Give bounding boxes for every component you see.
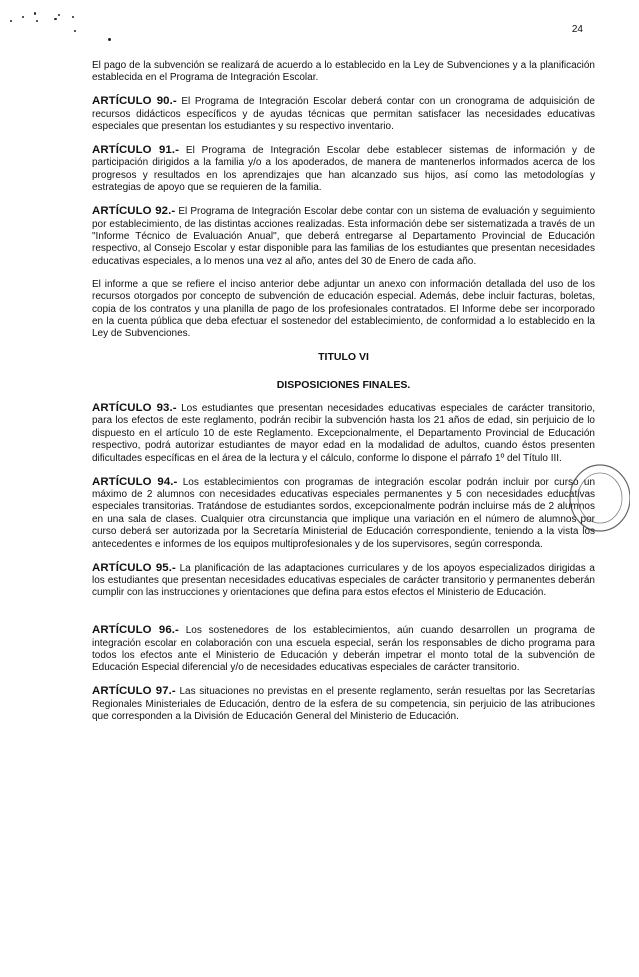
article-text: El Programa de Integración Escolar debe contar con un sistema de evaluación y seguimiento por establecimiento, de las distintas acciones realizadas. Esta información debe ser sistematizada a través de un "Informe Técnico de Evaluación Anual", que deberá entregarse al Departamento Provincial de Educación respectivo, al Consejo Escolar y estar disponible para las familias de los estudiantes que presentan necesidades educativas especiales, a lo menos una vez al año, antes del 30 de Enero de cada año. [92,206,596,267]
article-heading: ARTÍCULO 92.- [92,205,176,218]
paragraph-informe [92,279,595,341]
article-heading: ARTÍCULO 96.- [92,624,179,637]
document-body [92,60,595,734]
article-heading: ARTÍCULO 93.- [92,402,177,415]
article-93 [92,402,595,465]
article-heading: ARTÍCULO 94.- [92,475,178,488]
article-96 [92,624,595,675]
article-text: Los establecimientos con programas de integración escolar podrán incluir por curso un máximo de 2 alumnos con necesidades educativas especiales permanentes y 5 con necesidades educativas especiales transitorias. Tratándose de estudiantes sordos, excepcionalmente podrán incluirse más de 2 alumnos en una sala de clases. Cualquier otra circunstancia que implique una variación en el número de alumnos por curso deberá ser autorizada por la Secretaría Ministerial de Educación correspondiente, teniendo a la vista los antecedentes e informes de los equipos multiprofesionales y de los supervisores, según corresponda. [92,476,596,550]
article-92 [92,205,595,268]
article-91 [92,144,595,195]
paragraph-subvencion [92,60,595,85]
paragraph-text: El informe a que se refiere el inciso anterior debe adjuntar un anexo con información detallada del uso de los recursos otorgados por concepto de subvención de educación especial. Además, debe incluir facturas, boletas, copia de los contratos y una planilla de pago de los profesionales contratados. El Informe debe ser incorporado en la cuenta pública que deba efectuar el sostenedor del establecimiento, de conformidad a lo establecido en la Ley de Subvenciones. [92,278,595,340]
article-text: Las situaciones no previstas en el presente reglamento, serán resueltas por las Secretarías Regionales Ministeriales de Educación, dentro de la esfera de su competencia, sin perjuicio de las atribuciones que corresponden a la División de Educación General del Ministerio de Educación. [92,686,595,723]
spacer [92,610,595,624]
article-heading: ARTÍCULO 90.- [92,95,177,108]
page-number: 24 [571,24,583,35]
article-heading: ARTÍCULO 97.- [92,685,176,698]
article-94 [92,476,595,551]
section-subtitle: DISPOSICIONES FINALES. [276,378,411,391]
article-text: Los estudiantes que presentan necesidades educativas especiales de carácter transitorio, para los efectos de este reglamento, podrán recibir la subvención hasta los 21 años de edad, sin perjuicio de lo dispuesto en el artículo 10 de este Reglamento. Excepcionalmente, el Departamento Provincial de Educación respectivo, podrá autorizar estudiantes de mayor edad en la modalidad de adultos, cuando éstos presenten dificultades específicas en el área de la lectura y el cálculo, conforme lo dispone el párrafo 1º del Título III. [92,403,595,464]
article-95 [92,562,595,600]
article-heading: ARTÍCULO 95.- [92,561,176,574]
article-text: La planificación de las adaptaciones curriculares y de los apoyos especializados dirigidas a los estudiantes que presentan necesidades educativas especiales de carácter transitorio y permanentes deberán cumplir con las instrucciones y orientaciones que defina para estos efectos el Ministerio de Educación. [92,562,595,599]
official-seal-icon [560,460,630,535]
article-heading: ARTÍCULO 91.- [92,144,180,157]
article-97 [92,685,595,723]
section-title: TITULO VI [318,351,369,364]
article-text: Los sostenedores de los establecimientos, aún cuando desarrollen un programa de integración escolar en colaboración con una escuela especial, serán los responsables de dicho programa para todos los efectos ante el Ministerio de Educación y deberán impetrar el monto total de la subvención de Educación Especial diferencial y/o de necesidades educativas especiales de carácter transitorio. [92,625,596,674]
paragraph-text: El pago de la subvención se realizará de acuerdo a lo establecido en la Ley de Subvenciones y a la planificación establecida en el Programa de Integración Escolar. [92,60,595,84]
article-text: El Programa de Integración Escolar deberá contar con un cronograma de adquisición de recursos didácticos específicos y de ayudas técnicas que permitan satisfacer las necesidades educativas especiales que presentan los estudiantes y su respectivo inventario. [92,96,595,133]
article-text: El Programa de Integración Escolar debe establecer sistemas de información y de participación dirigidos a la familia y/o a los apoderados, de manera de mantenerlos informados acerca de los progresos y resultados en los aprendizajes que han alcanzado sus hijos, así como las metodologías y estrategias de apoyo que se requieren de la familia. [92,145,596,194]
article-90 [92,95,595,133]
